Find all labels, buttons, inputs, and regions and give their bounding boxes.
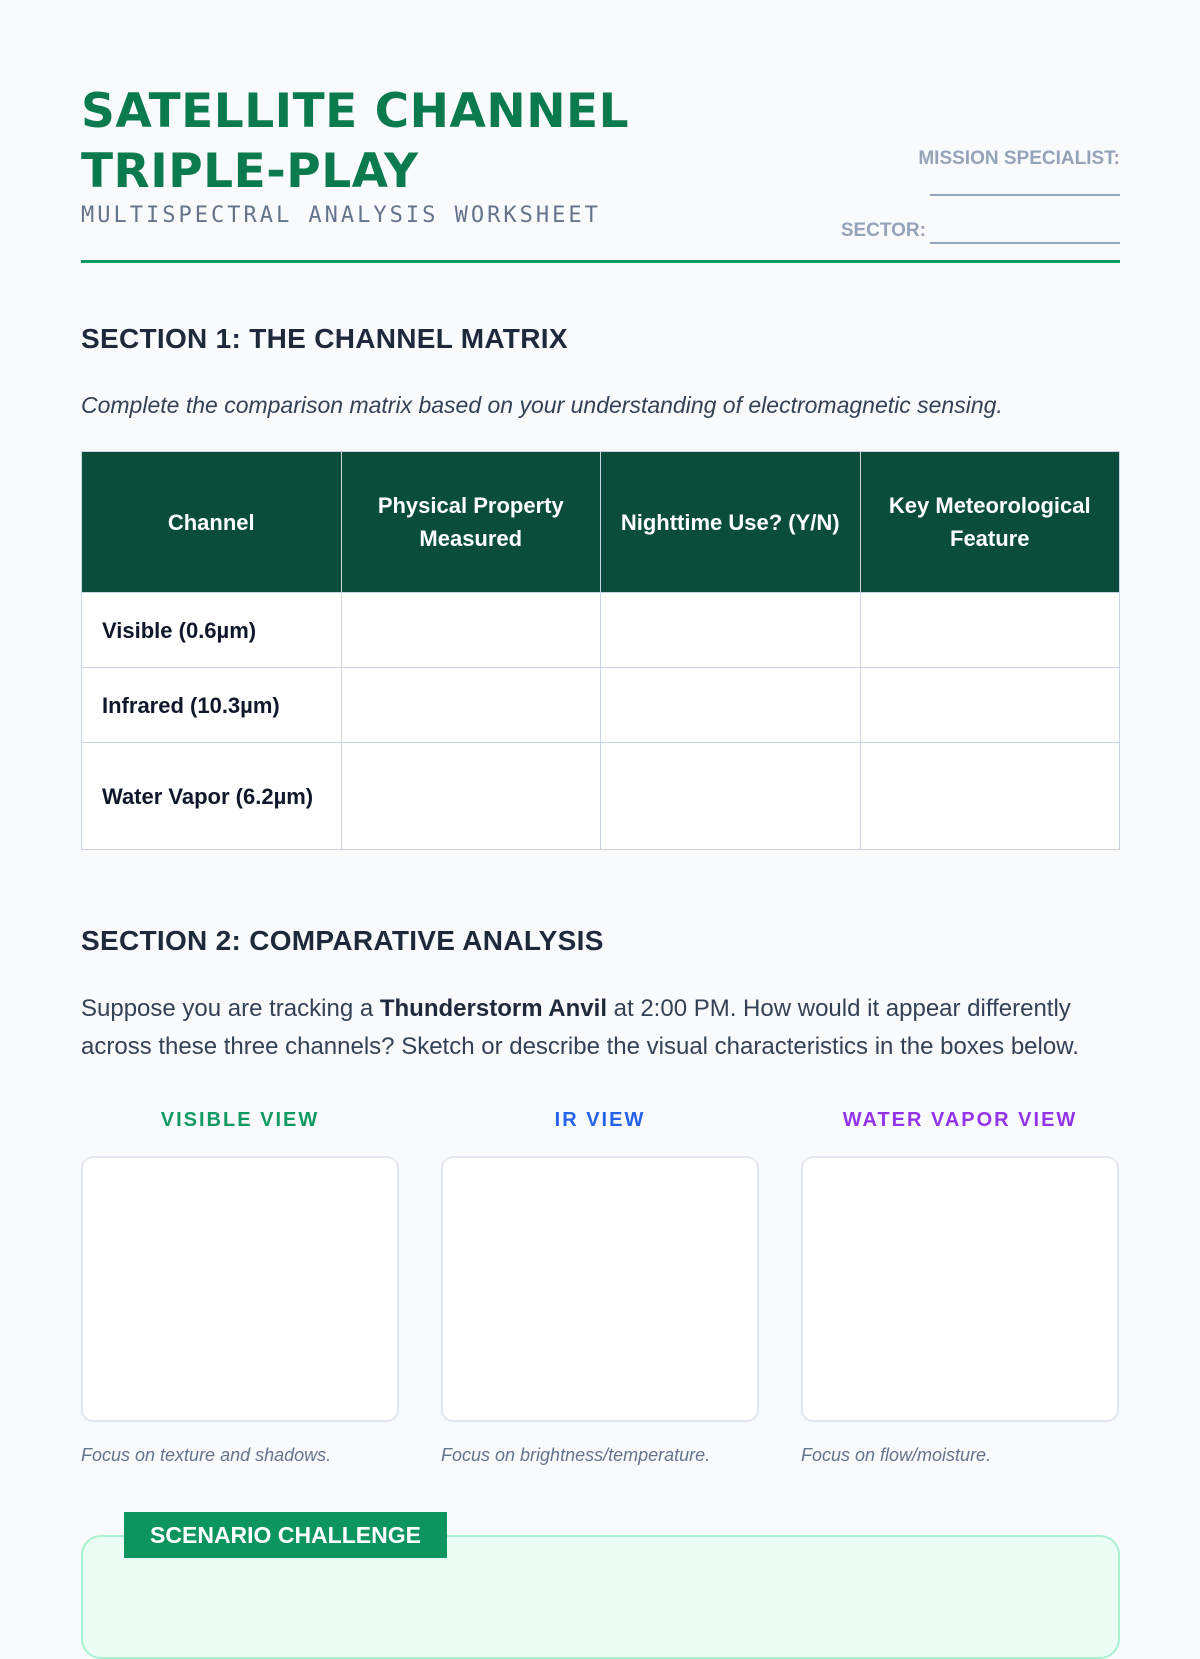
visible-view-hint: Focus on texture and shadows. [81,1445,332,1465]
cell-feature-visible[interactable] [860,593,1120,668]
sector-blank[interactable] [930,222,1120,244]
row-channel-visible: Visible (0.6µm) [82,593,342,668]
column-header-property: Physical Property Measured [341,452,601,593]
section-2-prompt [81,990,1120,1066]
ir-view-box[interactable] [441,1156,759,1422]
cell-nighttime-visible[interactable] [601,593,861,668]
cell-feature-infrared[interactable] [860,668,1120,743]
table-row [82,668,1120,743]
prompt-text-bold: Thunderstorm Anvil [379,995,607,1022]
scenario-challenge-tab: SCENARIO CHALLENGE [124,1512,447,1558]
section-1-title: SECTION 1: THE CHANNEL MATRIX [81,323,568,354]
worksheet-header [81,0,1120,265]
specialist-label: MISSION SPECIALIST: [918,148,1120,169]
cell-property-infrared[interactable] [341,668,601,743]
water-vapor-view-hint: Focus on flow/moisture. [801,1445,992,1465]
worksheet-page [81,0,1120,1548]
header-meta [841,146,1120,244]
cell-nighttime-water-vapor[interactable] [601,743,861,850]
ir-view-hint: Focus on brightness/temperature. [441,1445,711,1465]
table-row [82,743,1120,850]
visible-view-label: VISIBLE VIEW [160,1109,320,1131]
visible-view-box[interactable] [81,1156,399,1422]
column-header-channel: Channel [82,452,342,593]
cell-nighttime-infrared[interactable] [601,668,861,743]
cell-property-visible[interactable] [341,593,601,668]
header-divider [81,260,1120,263]
title-line-1: SATELLITE CHANNEL [81,84,630,139]
prompt-text-end: at 2:00 PM. How would it appear differently across these three channels? Sketch or describe the visual characteristics in the boxes below. [81,995,1079,1060]
worksheet-subtitle: MULTISPECTRAL ANALYSIS WORKSHEET [81,203,601,228]
channel-matrix-table [81,451,1120,850]
ir-view-label: IR VIEW [554,1109,646,1131]
water-vapor-view-label: WATER VAPOR VIEW [842,1109,1078,1131]
cell-feature-water-vapor[interactable] [860,743,1120,850]
row-channel-water-vapor: Water Vapor (6.2µm) [82,743,342,850]
worksheet-title [81,82,629,202]
column-header-feature: Key Meteorological Feature [860,452,1120,593]
row-channel-infrared: Infrared (10.3µm) [82,668,342,743]
column-header-nighttime: Nighttime Use? (Y/N) [601,452,861,593]
section-1-instructions: Complete the comparison matrix based on your understanding of electromagnetic sensing. [81,392,1003,418]
section-2-title: SECTION 2: COMPARATIVE ANALYSIS [81,925,604,956]
prompt-text-start: Suppose you are tracking a [81,995,380,1022]
specialist-blank[interactable] [930,174,1120,196]
title-line-2: TRIPLE-PLAY [81,144,419,199]
table-row [82,593,1120,668]
cell-property-water-vapor[interactable] [341,743,601,850]
sector-label: SECTOR: [840,220,926,241]
table-header-row [82,452,1120,593]
water-vapor-view-box[interactable] [801,1156,1119,1422]
